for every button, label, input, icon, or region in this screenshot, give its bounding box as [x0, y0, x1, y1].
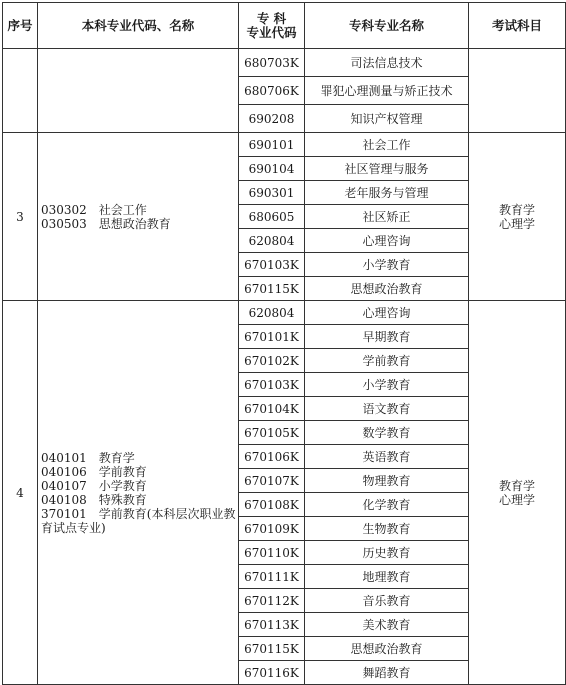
bk-major-line: 040101 教育学 [41, 450, 135, 465]
zk-code-cell: 690301 [239, 181, 305, 205]
zk-name-cell: 心理咨询 [305, 229, 469, 253]
zk-name-cell: 心理咨询 [305, 301, 469, 325]
zk-name-cell: 早期教育 [305, 325, 469, 349]
bk-major-line: 040108 特殊教育 [41, 492, 147, 507]
zk-code-cell: 670104K [239, 397, 305, 421]
seq-cell: 3 [3, 133, 38, 301]
table-row [3, 49, 566, 77]
zk-code-cell: 670101K [239, 325, 305, 349]
zk-name-cell: 小学教育 [305, 373, 469, 397]
table-body [3, 49, 566, 685]
major-table [2, 2, 566, 685]
zk-name-cell: 语文教育 [305, 397, 469, 421]
zk-code-cell: 670102K [239, 349, 305, 373]
zk-code-cell: 690104 [239, 157, 305, 181]
zk-name-cell: 社区矫正 [305, 205, 469, 229]
zk-name-cell: 历史教育 [305, 541, 469, 565]
zk-name-cell: 罪犯心理测量与矫正技术 [305, 77, 469, 105]
header-zk-name: 专科专业名称 [305, 3, 469, 49]
zk-name-cell: 司法信息技术 [305, 49, 469, 77]
zk-code-cell: 680703K [239, 49, 305, 77]
zk-name-cell: 社会工作 [305, 133, 469, 157]
zk-code-cell: 670103K [239, 373, 305, 397]
zk-name-cell: 学前教育 [305, 349, 469, 373]
bk-major-line: 370101 学前教育(本科层次职业教育试点专业) [41, 506, 236, 535]
bk-major-cell [38, 49, 239, 133]
seq-cell [3, 49, 38, 133]
bk-major-line: 030503 思想政治教育 [41, 216, 171, 231]
zk-name-cell: 美术教育 [305, 613, 469, 637]
zk-code-cell: 670109K [239, 517, 305, 541]
header-zk-code-line2: 专业代码 [246, 24, 297, 40]
zk-code-cell: 670105K [239, 421, 305, 445]
zk-name-cell: 知识产权管理 [305, 105, 469, 133]
bk-major-line: 040106 学前教育 [41, 464, 147, 479]
zk-code-cell: 670115K [239, 637, 305, 661]
zk-name-cell: 物理教育 [305, 469, 469, 493]
header-exam: 考试科目 [469, 3, 566, 49]
bk-major-cell [38, 133, 239, 301]
header-zk-code-line1: 专 科 [256, 10, 287, 26]
exam-subject-cell [469, 49, 566, 133]
zk-name-cell: 老年服务与管理 [305, 181, 469, 205]
zk-code-cell: 670103K [239, 253, 305, 277]
bk-major-line: 030302 社会工作 [41, 202, 147, 217]
zk-name-cell: 生物教育 [305, 517, 469, 541]
zk-code-cell: 690208 [239, 105, 305, 133]
zk-name-cell: 英语教育 [305, 445, 469, 469]
exam-subject-line: 心理学 [498, 216, 535, 231]
zk-code-cell: 670107K [239, 469, 305, 493]
header-seq: 序号 [3, 3, 38, 49]
seq-cell: 4 [3, 301, 38, 685]
zk-code-cell: 670106K [239, 445, 305, 469]
zk-name-cell: 思想政治教育 [305, 637, 469, 661]
table-row [3, 133, 566, 157]
exam-subject-cell [469, 301, 566, 685]
zk-code-cell: 680706K [239, 77, 305, 105]
zk-code-cell: 670116K [239, 661, 305, 685]
zk-name-cell: 舞蹈教育 [305, 661, 469, 685]
zk-name-cell: 小学教育 [305, 253, 469, 277]
zk-name-cell: 思想政治教育 [305, 277, 469, 301]
bk-major-line: 040107 小学教育 [41, 478, 147, 493]
exam-subject-line: 教育学 [498, 478, 535, 493]
zk-name-cell: 地理教育 [305, 565, 469, 589]
zk-code-cell: 680605 [239, 205, 305, 229]
zk-name-cell: 数学教育 [305, 421, 469, 445]
header-zk-code [239, 3, 305, 49]
table-row [3, 301, 566, 325]
zk-name-cell: 社区管理与服务 [305, 157, 469, 181]
zk-code-cell: 670113K [239, 613, 305, 637]
exam-subject-line: 教育学 [498, 202, 535, 217]
zk-name-cell: 化学教育 [305, 493, 469, 517]
exam-subject-cell [469, 133, 566, 301]
zk-code-cell: 670108K [239, 493, 305, 517]
header-bk-major: 本科专业代码、名称 [38, 3, 239, 49]
zk-code-cell: 670110K [239, 541, 305, 565]
exam-subject-line: 心理学 [498, 492, 535, 507]
zk-code-cell: 670115K [239, 277, 305, 301]
zk-code-cell: 620804 [239, 301, 305, 325]
bk-major-cell [38, 301, 239, 685]
zk-name-cell: 音乐教育 [305, 589, 469, 613]
zk-code-cell: 620804 [239, 229, 305, 253]
header-row [3, 3, 566, 49]
zk-code-cell: 670111K [239, 565, 305, 589]
zk-code-cell: 690101 [239, 133, 305, 157]
zk-code-cell: 670112K [239, 589, 305, 613]
